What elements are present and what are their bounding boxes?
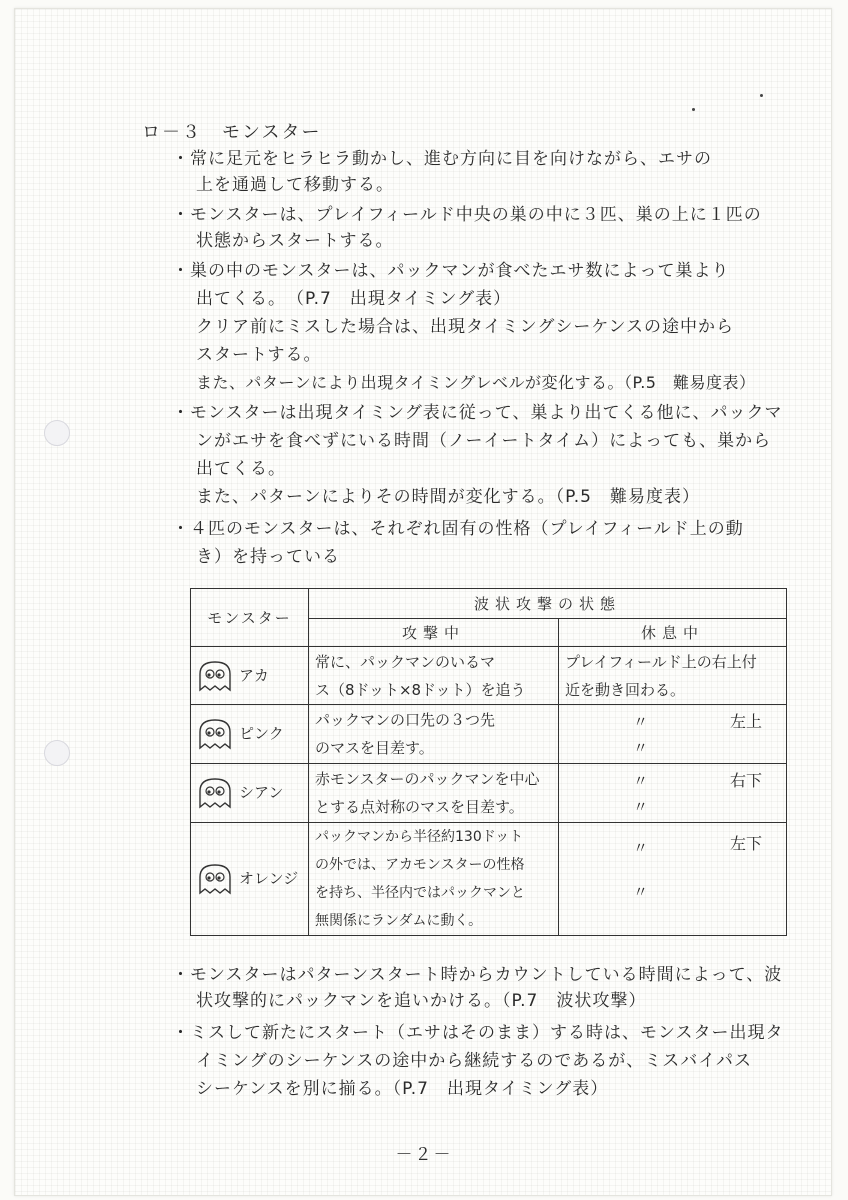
attack-line: ス（8ドット×8ドット）を追う (315, 680, 526, 699)
monster-name: アカ (239, 666, 269, 684)
ditto-mark: 〃 (633, 739, 649, 757)
attack-line: 常に、パックマンのいるマ (315, 652, 496, 671)
text-line: 状攻撃的にパックマンを追いかける。（P.7 波状攻撃） (196, 991, 647, 1011)
rest-line: 近を動き回わる。 (565, 680, 686, 699)
ghost-icon (197, 862, 233, 896)
text-line: また、パターンにより出現タイミングレベルが変化する。（P.5 難易度表） (196, 373, 756, 392)
header-monster: モンスター (191, 589, 309, 647)
header-resting: 休息中 (559, 619, 787, 647)
monster-name: シアン (239, 783, 284, 802)
monster-cell (191, 647, 309, 705)
text-line: 出てくる。 (196, 459, 286, 479)
ditto-mark: 〃 (633, 798, 649, 816)
monster-cell (191, 705, 309, 764)
section-heading: ロ－３ モンスター (142, 122, 322, 143)
text-line: 出てくる。 （P.7 出現タイミング表） (196, 289, 512, 309)
paper-speck (692, 108, 695, 111)
table-row (191, 764, 787, 823)
attack-line: のマスを目差す。 (315, 739, 434, 757)
rest-cell (559, 647, 787, 705)
text-line: ・ミスして新たにスタート（エサはそのまま）する時は、モンスター出現タ (172, 1023, 784, 1043)
monster-name: ピンク (239, 724, 284, 743)
monster-cell (191, 823, 309, 936)
text-line: き）を持っている (196, 547, 340, 567)
attack-line: パックマンの口先の３つ先 (315, 711, 496, 729)
text-line: イミングのシーケンスの途中から継続するのであるが、ミスバイパス (196, 1051, 752, 1071)
rest-cell (559, 764, 787, 823)
text-line: ・巣の中のモンスターは、パックマンが食べたエサ数によって巣より (172, 261, 730, 281)
ghost-icon (197, 717, 233, 751)
ditto-mark: 〃 (633, 713, 649, 731)
binder-hole-top (44, 420, 70, 446)
text-line: ・４匹のモンスターは、それぞれ固有の性格（プレイフィールド上の動 (172, 519, 744, 539)
ghost-icon (197, 659, 233, 693)
attack-cell (309, 647, 559, 705)
attack-line: を持ち、半径内ではパックマンと (315, 885, 525, 901)
table-row (191, 823, 787, 936)
text-line: スタートする。 (196, 345, 322, 365)
table-row (191, 705, 787, 764)
attack-cell (309, 705, 559, 764)
monster-name: オレンジ (239, 869, 299, 888)
text-line: また、パターンによりその時間が変化する。（P.5 難易度表） (196, 487, 700, 507)
attack-cell (309, 764, 559, 823)
text-line: クリア前にミスした場合は、出現タイミングシーケンスの途中から (196, 317, 734, 337)
monster-cell (191, 764, 309, 823)
text-line: シーケンスを別に揃る。（P.7 出現タイミング表） (196, 1079, 609, 1099)
ditto-mark: 〃 (633, 839, 649, 857)
attack-line: 無関係にランダムに動く。 (315, 913, 483, 929)
table-row (191, 647, 787, 705)
text-line: ・常に足元をヒラヒラ動かし、進む方向に目を向けながら、エサの (172, 149, 712, 169)
monster-behavior-table (190, 588, 787, 936)
header-attacking: 攻撃中 (309, 619, 559, 647)
ditto-mark: 〃 (633, 883, 649, 901)
rest-direction: 右下 (730, 771, 763, 790)
attack-line: 赤モンスターのパックマンを中心 (315, 770, 540, 788)
text-line: 上を通過して移動する。 (196, 175, 394, 195)
text-line: ・モンスターはパターンスタート時からカウントしている時間によって、波 (172, 965, 783, 985)
rest-line: プレイフィールド上の右上付 (565, 652, 757, 671)
attack-cell (309, 823, 559, 936)
text-line: ・モンスターは、プレイフィールド中央の巣の中に３匹、巣の上に１匹の (172, 205, 762, 225)
ditto-mark: 〃 (633, 772, 649, 790)
binder-hole-bottom (44, 740, 70, 766)
header-wave-attack-state: 波状攻撃の状態 (309, 589, 787, 619)
text-line: ンがエサを食べずにいる時間（ノーイートタイム）によっても、巣から (196, 431, 772, 451)
rest-direction: 左下 (730, 834, 763, 853)
text-line: 状態からスタートする。 (196, 231, 394, 251)
rest-cell (559, 705, 787, 764)
rest-cell (559, 823, 787, 936)
text-line: ・モンスターは出現タイミング表に従って、巣より出てくる他に、パックマ (172, 403, 783, 423)
attack-line: の外では、アカモンスターの性格 (315, 857, 525, 873)
rest-direction: 左上 (730, 712, 763, 731)
attack-line: とする点対称のマスを目差す。 (315, 798, 524, 816)
paper-speck (760, 94, 763, 97)
attack-line: パックマンから半径約130ドット (315, 829, 524, 845)
page-number: －２－ (395, 1145, 453, 1165)
ghost-icon (197, 776, 233, 810)
